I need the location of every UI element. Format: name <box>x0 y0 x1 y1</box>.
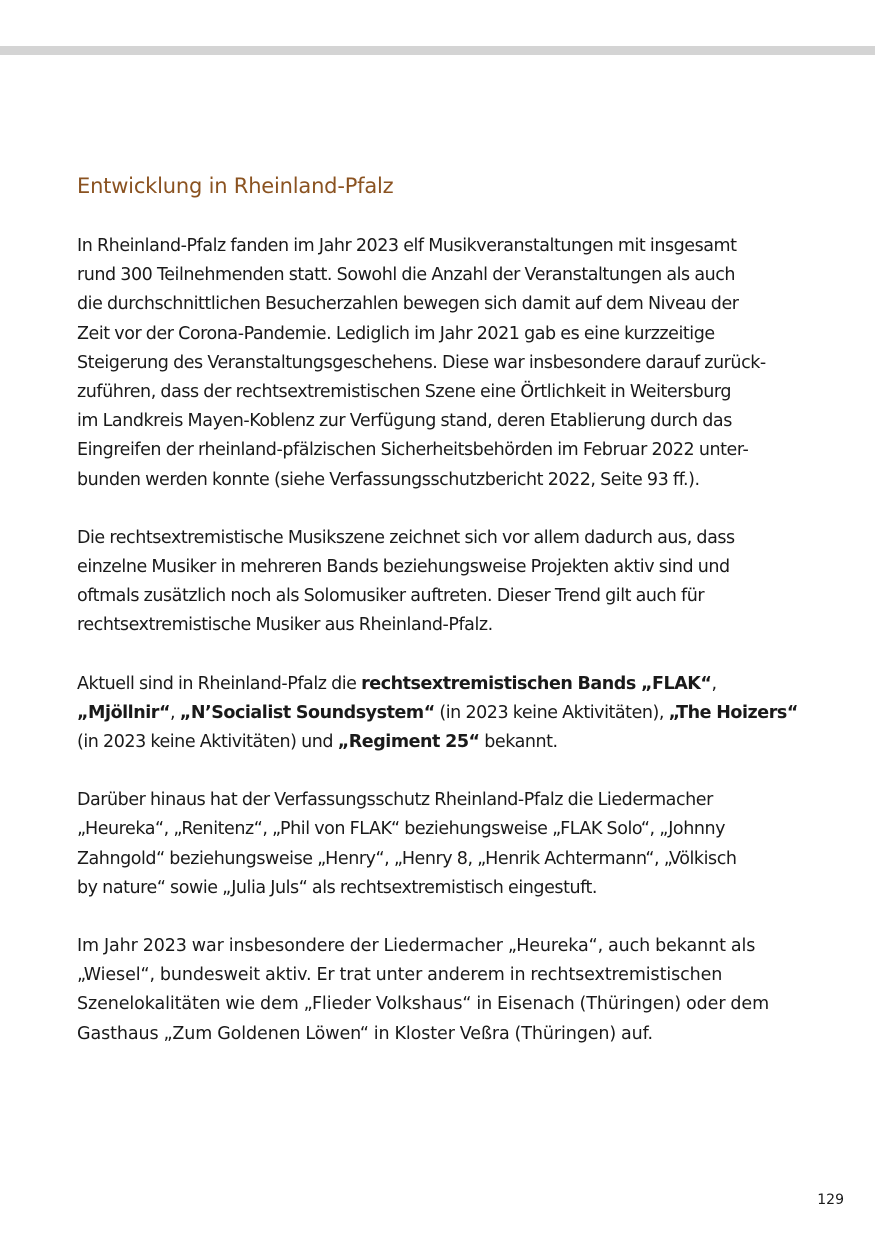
text-run: Aktuell sind in Rheinland-Pfalz die <box>77 673 362 694</box>
bold-band-flak: rechtsextremistischen Bands „FLAK“ <box>361 673 712 694</box>
text-run: , <box>170 702 180 723</box>
document-body <box>77 170 812 1049</box>
text-line: einzelne Musiker in mehreren Bands beziehungsweise Projekten aktiv sind und <box>77 557 730 578</box>
text-line: Darüber hinaus hat der Verfassungsschutz Rheinland-Pfalz die Liedermacher <box>77 790 713 811</box>
bold-band-regiment: „Regiment 25“ <box>337 732 480 753</box>
bold-band-nsocialist: „N’Socialist Soundsystem“ <box>179 702 435 723</box>
top-rule <box>0 46 875 55</box>
text-line: Zahngold“ beziehungsweise „Henry“, „Henry 8, „Henrik Achtermann“, „Völkisch <box>77 848 737 869</box>
paragraph-songwriters <box>77 786 812 903</box>
text-line: Steigerung des Veranstaltungsgeschehens. Diese war insbesondere darauf zurück- <box>77 352 766 373</box>
text-run: (in 2023 keine Aktivitäten) und <box>77 732 338 753</box>
text-line: „Wiesel“, bundesweit aktiv. Er trat unter anderem in rechtsextremistischen <box>77 965 723 986</box>
bold-band-mjoellnir: „Mjöllnir“ <box>77 702 171 723</box>
text-line: Szenelokalitäten wie dem „Flieder Volkshaus“ in Eisenach (Thüringen) oder dem <box>77 994 770 1015</box>
text-line: Eingreifen der rheinland-pfälzischen Sicherheitsbehörden im Februar 2022 unter- <box>77 440 749 461</box>
text-line: rund 300 Teilnehmenden statt. Sowohl die Anzahl der Veranstaltungen als auch <box>77 265 736 286</box>
page-number: 129 <box>817 1192 844 1208</box>
paragraph-music-scene <box>77 524 812 641</box>
paragraph-bands <box>77 670 812 758</box>
text-line: Gasthaus „Zum Goldenen Löwen“ in Kloster Veßra (Thüringen) auf. <box>77 1023 653 1044</box>
text-line: im Landkreis Mayen-Koblenz zur Verfügung stand, deren Etablierung durch das <box>77 411 732 432</box>
text-line: In Rheinland-Pfalz fanden im Jahr 2023 elf Musikveranstaltungen mit insgesamt <box>77 236 737 256</box>
paragraph-events <box>77 232 812 495</box>
text-line: Die rechtsextremistische Musikszene zeichnet sich vor allem dadurch aus, dass <box>77 527 735 548</box>
text-line: by nature“ sowie „Julia Juls“ als rechtsextremistisch eingestuft. <box>77 877 598 898</box>
text-line: Zeit vor der Corona-Pandemie. Lediglich im Jahr 2021 gab es eine kurzzeitige <box>77 323 715 344</box>
text-line: rechtsextremistische Musiker aus Rheinland-Pfalz. <box>77 615 493 636</box>
text-run: (in 2023 keine Aktivitäten), <box>434 702 669 723</box>
text-line: bunden werden konnte (siehe Verfassungsschutzbericht 2022, Seite 93 ff.). <box>77 469 700 490</box>
text-line: „Heureka“, „Renitenz“, „Phil von FLAK“ beziehungsweise „FLAK Solo“, „Johnny <box>77 819 726 840</box>
bold-band-hoizers: „The Hoizers“ <box>668 702 798 723</box>
text-line: oftmals zusätzlich noch als Solomusiker auftreten. Dieser Trend gilt auch für <box>77 586 705 607</box>
text-run: , <box>711 673 717 694</box>
text-line: Im Jahr 2023 war insbesondere der Liedermacher „Heureka“, auch bekannt als <box>77 936 756 957</box>
paragraph-heureka <box>77 932 812 1049</box>
text-line: die durchschnittlichen Besucherzahlen bewegen sich damit auf dem Niveau der <box>77 294 739 315</box>
text-run: bekannt. <box>479 732 558 753</box>
text-line: zuführen, dass der rechtsextremistischen Szene eine Örtlichkeit in Weitersburg <box>77 382 732 403</box>
section-heading: Entwicklung in Rheinland-Pfalz <box>77 174 394 198</box>
